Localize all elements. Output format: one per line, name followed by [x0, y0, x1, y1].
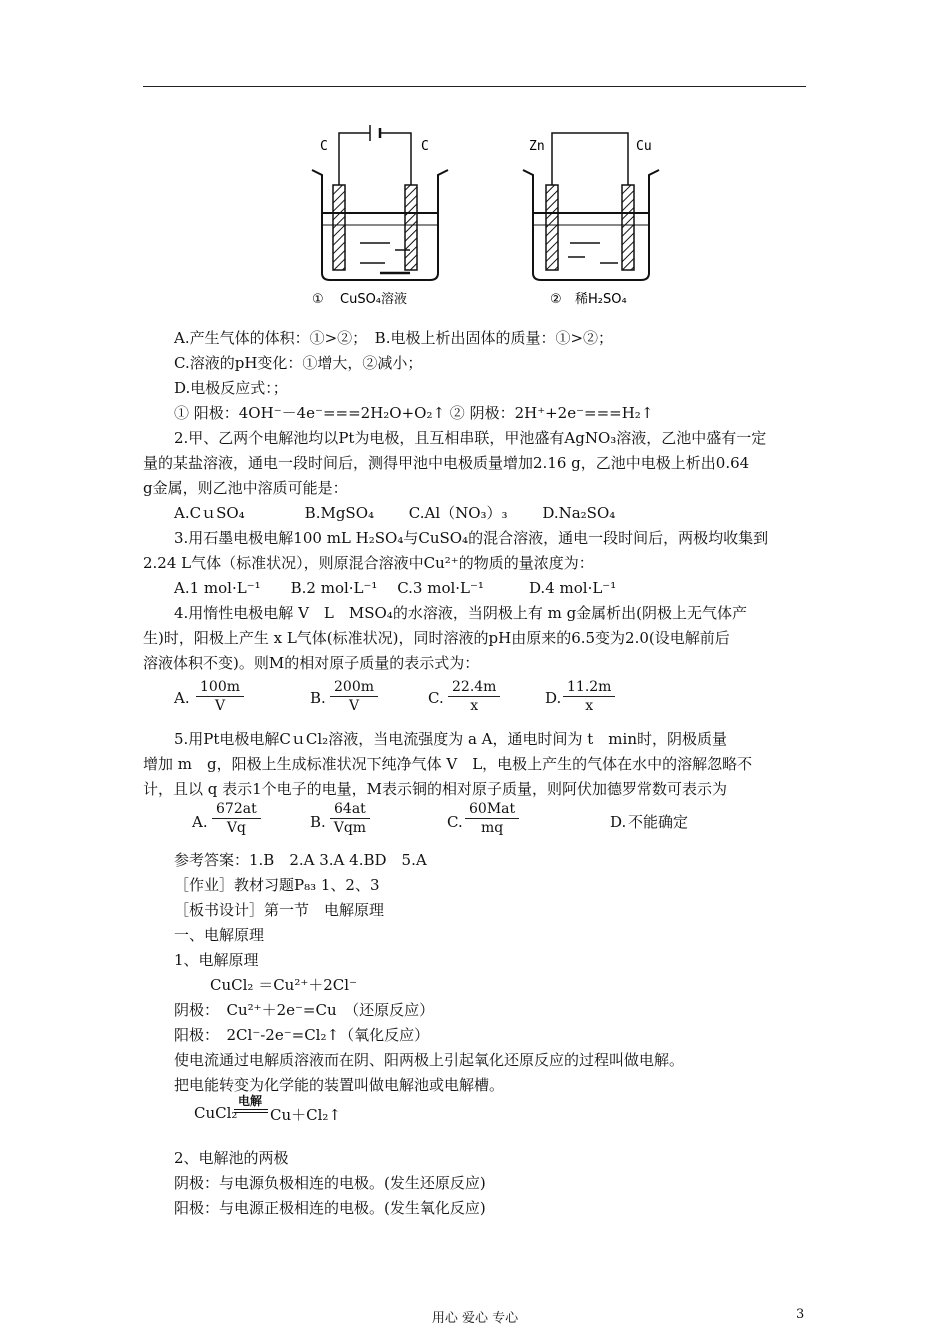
q1-option-ab: A.产生气体的体积：①>②； B.电极上析出固体的质量：①>②； [174, 329, 614, 347]
cell-2-right-label: Cu [636, 139, 652, 154]
anode-definition: 阳极：与电源正极相连的电极。(发生氧化反应) [174, 1199, 486, 1217]
section-heading-1: 一、电解原理 [174, 926, 265, 944]
q4-option-b-num: 200m [330, 678, 378, 697]
q4-option-a-letter: A. [174, 689, 190, 707]
q5-option-a-fraction [212, 800, 261, 837]
q2-options: A.CｕSO₄ B.MgSO₄ C.Al（NO₃）₃ D.Na₂SO₄ [174, 504, 616, 522]
q3-text-2: 2.24 L气体（标准状况），则原混合溶液中Cu²⁺的物质的量浓度为： [143, 554, 594, 572]
q1-option-d: D.电极反应式：； [174, 379, 288, 397]
q4-option-a-num: 100m [196, 678, 244, 697]
q4-option-d-den: x [585, 698, 594, 714]
equation-condition: 电解 [238, 1094, 263, 1108]
q5-option-a-num: 672at [212, 800, 261, 819]
q5-option-b-letter: B. [310, 813, 326, 831]
q4-option-a-den: V [214, 698, 226, 714]
q5-option-d-text: 不能确定 [628, 813, 689, 831]
q5-option-a-letter: A. [192, 813, 208, 831]
q2-text-1: 2.甲、乙两个电解池均以Pt为电极，且互相串联，甲池盛有AgNO₃溶液，乙池中盛有一定 [174, 429, 767, 447]
cell-2-caption-num: ② [550, 292, 562, 307]
cell-2-left-label: Zn [529, 139, 545, 154]
q4-option-b-letter: B. [310, 689, 326, 707]
q5-option-b-den: Vqm [333, 820, 367, 836]
homework: ［作业］教材习题P₈₃ 1、2、3 [174, 876, 380, 894]
q5-option-b-fraction [330, 800, 370, 837]
subsection-heading-2: 2、电解池的两极 [174, 1149, 289, 1167]
page-footer: 用心 爱心 专心 [431, 1311, 519, 1326]
q3-options: A.1 mol·L⁻¹ B.2 mol·L⁻¹ C.3 mol·L⁻¹ D.4 mol·L⁻¹ [174, 579, 617, 597]
equation-left: CuCl₂ [194, 1104, 238, 1122]
q1-electrode-equations: ① 阳极：4OH⁻－4e⁻===2H₂O+O₂↑ ② 阴极：2H⁺+2e⁻===H₂↑ [174, 404, 654, 422]
page-number: 3 [796, 1307, 805, 1322]
q4-option-d-num: 11.2m [563, 678, 615, 697]
q3-text-1: 3.用石墨电极电解100 mL H₂SO₄与CuSO₄的混合溶液，通电一段时间后，两极均收集到 [174, 529, 769, 547]
q1-option-c: C.溶液的pH变化：①增大，②减小； [174, 354, 423, 372]
equation-right: Cu＋Cl₂↑ [270, 1106, 341, 1124]
q4-text-3: 溶液体积不变)。则M的相对原子质量的表示式为： [143, 654, 480, 672]
q5-text-3: 计，且以 q 表示1个电子的电量，M表示铜的相对原子质量，则阿伏加德罗常数可表示为 [143, 780, 728, 798]
q5-text-2: 增加 m g，阳极上生成标准状况下纯净气体 V L，电极上产生的气体在水中的溶解忽略不 [143, 755, 753, 773]
cell-1-right-label: C [421, 139, 429, 154]
q5-option-c-num: 60Mat [465, 800, 519, 819]
equation-arrow-line [234, 1109, 268, 1113]
q4-option-c-num: 22.4m [448, 678, 500, 697]
cell-2-caption: 稀H₂SO₄ [575, 292, 627, 307]
cathode-definition: 阴极：与电源负极相连的电极。(发生还原反应) [174, 1174, 486, 1192]
q4-option-d-letter: D. [545, 689, 562, 707]
q4-text-1: 4.用惰性电极电解 V L MSO₄的水溶液，当阴极上有 m g金属析出(阴极上无气体产 [174, 604, 748, 622]
cell-1-left-label: C [320, 139, 328, 154]
dissociation-equation: CuCl₂ ＝Cu²⁺＋2Cl⁻ [210, 976, 357, 994]
cell-1-diagram [312, 125, 448, 307]
q5-option-c-letter: C. [447, 813, 463, 831]
q5-option-c-fraction [465, 800, 519, 837]
answer-key: 参考答案：1.B 2.A 3.A 4.BD 5.A [174, 851, 427, 869]
q4-option-c-fraction [448, 678, 500, 715]
q4-option-c-den: x [470, 698, 479, 714]
q4-option-a-fraction [196, 678, 244, 715]
subsection-heading-1: 1、电解原理 [174, 951, 259, 969]
q5-option-b-num: 64at [330, 800, 370, 819]
electrolysis-definition: 使电流通过电解质溶液而在阴、阳两极上引起氧化还原反应的过程叫做电解。 [174, 1051, 685, 1069]
q5-option-d-letter: D. [610, 813, 627, 831]
electrolytic-cell-definition: 把电能转变为化学能的装置叫做电解池或电解槽。 [174, 1076, 505, 1094]
q4-text-2: 生)时，阳极上产生 x L气体(标准状况)，同时溶液的pH由原来的6.5变为2.0(设电解前后 [143, 629, 730, 647]
electrolysis-figure [300, 125, 680, 315]
q5-text-1: 5.用Pt电极电解CｕCl₂溶液，当电流强度为 a A，通电时间为 t min时，阴极质量 [174, 730, 727, 748]
cell-1-caption: CuSO₄溶液 [340, 292, 408, 307]
q4-option-b-fraction [330, 678, 378, 715]
cathode-reaction: 阴极： Cu²⁺＋2e⁻=Cu （还原反应） [174, 1001, 435, 1019]
q4-option-d-fraction [563, 678, 615, 715]
q5-option-c-den: mq [480, 820, 504, 836]
header-rule [143, 86, 806, 87]
board-design-title: ［板书设计］第一节 电解原理 [174, 901, 385, 919]
anode-reaction: 阳极： 2Cl⁻-2e⁻=Cl₂↑（氧化反应） [174, 1026, 430, 1044]
q5-option-a-den: Vq [226, 820, 246, 836]
q4-option-b-den: V [348, 698, 360, 714]
q4-option-c-letter: C. [428, 689, 444, 707]
q2-text-2: 量的某盐溶液，通电一段时间后，测得甲池中电极质量增加2.16 g，乙池中电极上析出0.64 [143, 454, 750, 472]
cell-2-diagram [523, 133, 659, 307]
cell-1-caption-num: ① [312, 292, 324, 307]
q2-text-3: g金属，则乙池中溶质可能是： [143, 479, 348, 497]
